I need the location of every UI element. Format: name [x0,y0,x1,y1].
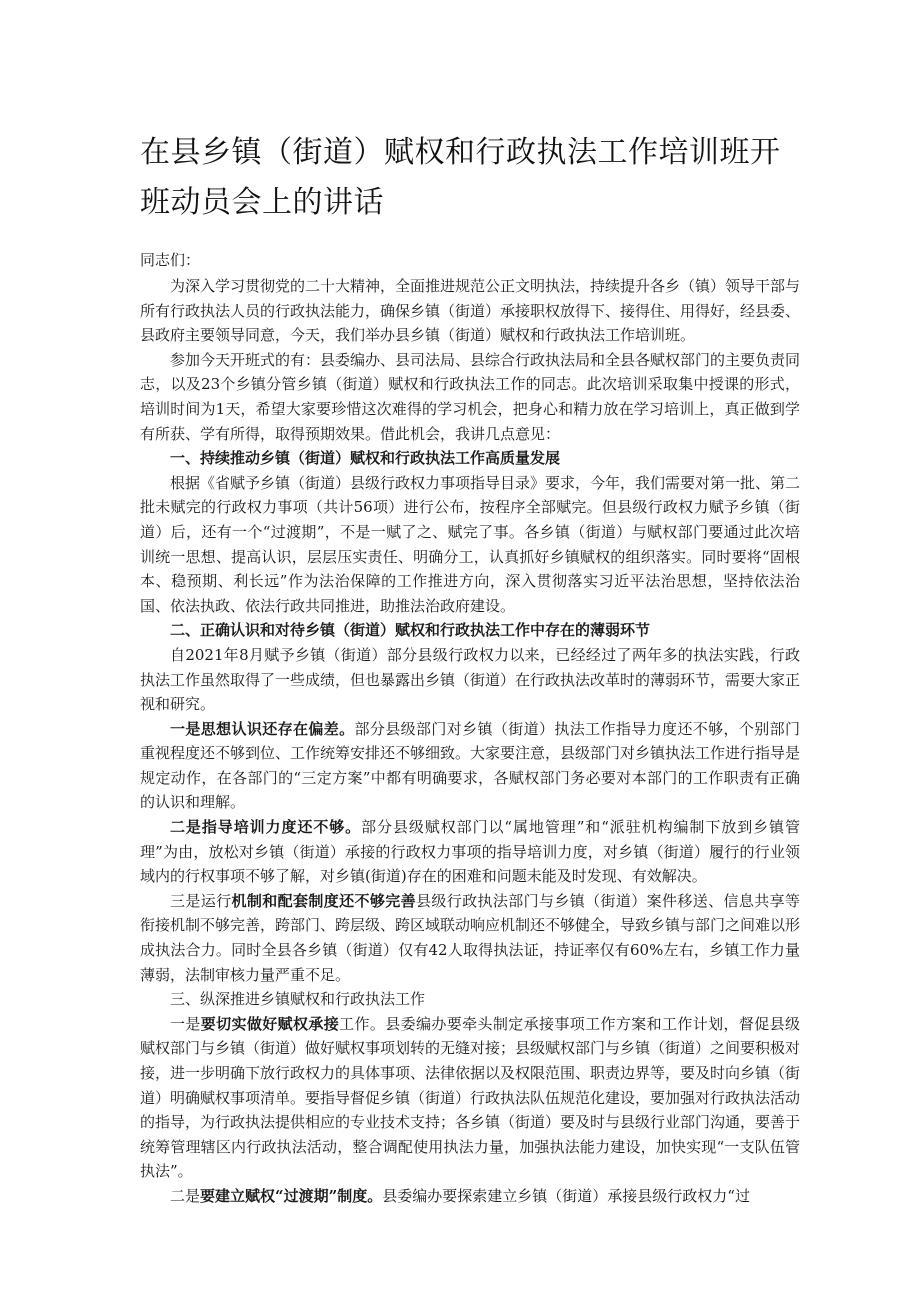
point-thinking-body: 部分县级部门对乡镇（街道）执法工作指导力度还不够，个别部门重视程度还不够到位、工作统筹安排还不够细致。大家要注意，县级部门对乡镇执法工作进行指导是规定动作，在各部门的“三定方案”中都有明确要求，各赋权部门务必要对本部门的工作职责有正确的认识和理解。 [140,719,801,812]
paragraph-point-guidance [140,815,800,889]
section-heading-1: 一、持续推动乡镇（街道）赋权和行政执法工作高质量发展 [170,449,561,468]
section-heading-3: 三、纵深推进乡镇赋权和行政执法工作 [170,990,426,1009]
point-transition-prefix: 二是 [170,1186,201,1205]
paragraph-attendees: 参加今天开班式的有：县委编办、县司法局、县综合行政执法局和全县各赋权部门的主要负责同志，以及23个乡镇分管乡镇（街道）赋权和行政执法工作的同志。此次培训采取集中授课的形式，培训时间为1天，希望大家要珍惜这次难得的学习机会，把身心和精力放在学习培训上，真正做到学有所获、学有所得，取得预期效果。借此机会，我讲几点意见： [140,350,801,443]
salutation: 同志们： [140,251,201,269]
paragraph-point-transition [140,1184,800,1209]
document-title: 在县乡镇（街道）赋权和行政执法工作培训班开班动员会上的讲话 [140,135,781,220]
section-heading-2: 二、正确认识和对待乡镇（街道）赋权和行政执法工作中存在的薄弱环节 [170,621,651,640]
point-undertake-lead: 要切实做好赋权承接 [200,1014,340,1033]
point-mechanism-prefix: 三是运行 [170,891,232,910]
point-guidance-lead: 二是指导培训力度还不够。 [170,818,362,837]
point-mechanism-body: 县级行政执法部门与乡镇（街道）案件移送、信息共享等衔接机制不够完善，跨部门、跨层级、跨区域联动响应机制还不够健全，导致乡镇与部门之间难以形成执法合力。同时全县各乡镇（街道）仅有42人取得执法证，持证率仅有60%左右，乡镇工作力量薄弱，法制审核力量严重不足。 [140,891,801,984]
paragraph-point-mechanism [140,889,800,987]
point-mechanism-lead: 机制和配套制度还不够完善 [231,891,416,910]
point-thinking-lead: 一是思想认识还存在偏差。 [170,719,355,738]
paragraph-section-2-intro: 自2021年8月赋予乡镇（街道）部分县级行政权力以来，已经经过了两年多的执法实践，行政执法工作虽然取得了一些成绩，但也暴露出乡镇（街道）在行政执法改革时的薄弱环节，需要大家正视和研究。 [140,645,801,714]
document-page [140,128,800,1209]
point-transition-body: 县委编办要探索建立乡镇（街道）承接县级行政权力“过 [382,1186,750,1205]
point-guidance-body: 部分县级赋权部门以“属地管理”和“派驻机构编制下放到乡镇管理”为由，放松对乡镇（街道）承接的行政权力事项的指导培训力度，对乡镇（街道）履行的行业领域内的行权事项不够了解，对乡镇(街道)存在的困难和问题未能及时发现、有效解决。 [140,818,800,886]
paragraph-point-undertake [140,1012,800,1184]
point-transition-lead: 要建立赋权“过渡期”制度。 [200,1186,383,1205]
paragraph-intro: 为深入学习贯彻党的二十大精神，全面推进规范公正文明执法，持续提升各乡（镇）领导干部与所有行政执法人员的行政执法能力，确保乡镇（街道）承接职权放得下、接得住、用得好，经县委、县政府主要领导同意，今天，我们举办县乡镇（街道）赋权和行政执法工作培训班。 [140,277,801,345]
paragraph-point-thinking [140,717,800,815]
point-undertake-body: 工作。县委编办要牵头制定承接事项工作方案和工作计划，督促县级赋权部门与乡镇（街道）做好赋权事项划转的无缝对接；县级赋权部门与乡镇（街道）之间要积极对接，进一步明确下放行政权力的具体事项、法律依据以及权限范围、职责边界等，要及时向乡镇（街道）明确赋权事项清单。要指导督促乡镇（街道）行政执法队伍规范化建设，要加强对行政执法活动的指导，为行政执法提供相应的专业技术支持；各乡镇（街道）要及时与县级行业部门沟通，要善于统筹管理辖区内行政执法活动，整合调配使用执法力量，加强执法能力建设，加快实现“一支队伍管执法”。 [140,1014,801,1181]
paragraph-section-1: 根据《省赋予乡镇（街道）县级行政权力事项指导目录》要求，今年，我们需要对第一批、第二批未赋完的行政权力事项（共计56项）进行公布，按程序全部赋完。但县级行政权力赋予乡镇（街道）后，还有一个“过渡期”，不是一赋了之、赋完了事。各乡镇（街道）与赋权部门要通过此次培训统一思想、提高认识，层层压实责任、明确分工，认真抓好乡镇赋权的组织落实。同时要将“固根本、稳预期、利长远”作为法治保障的工作推进方向，深入贯彻落实习近平法治思想，坚持依法治国、依法执政、依法行政共同推进，助推法治政府建设。 [140,473,801,615]
point-undertake-prefix: 一是 [170,1014,201,1033]
